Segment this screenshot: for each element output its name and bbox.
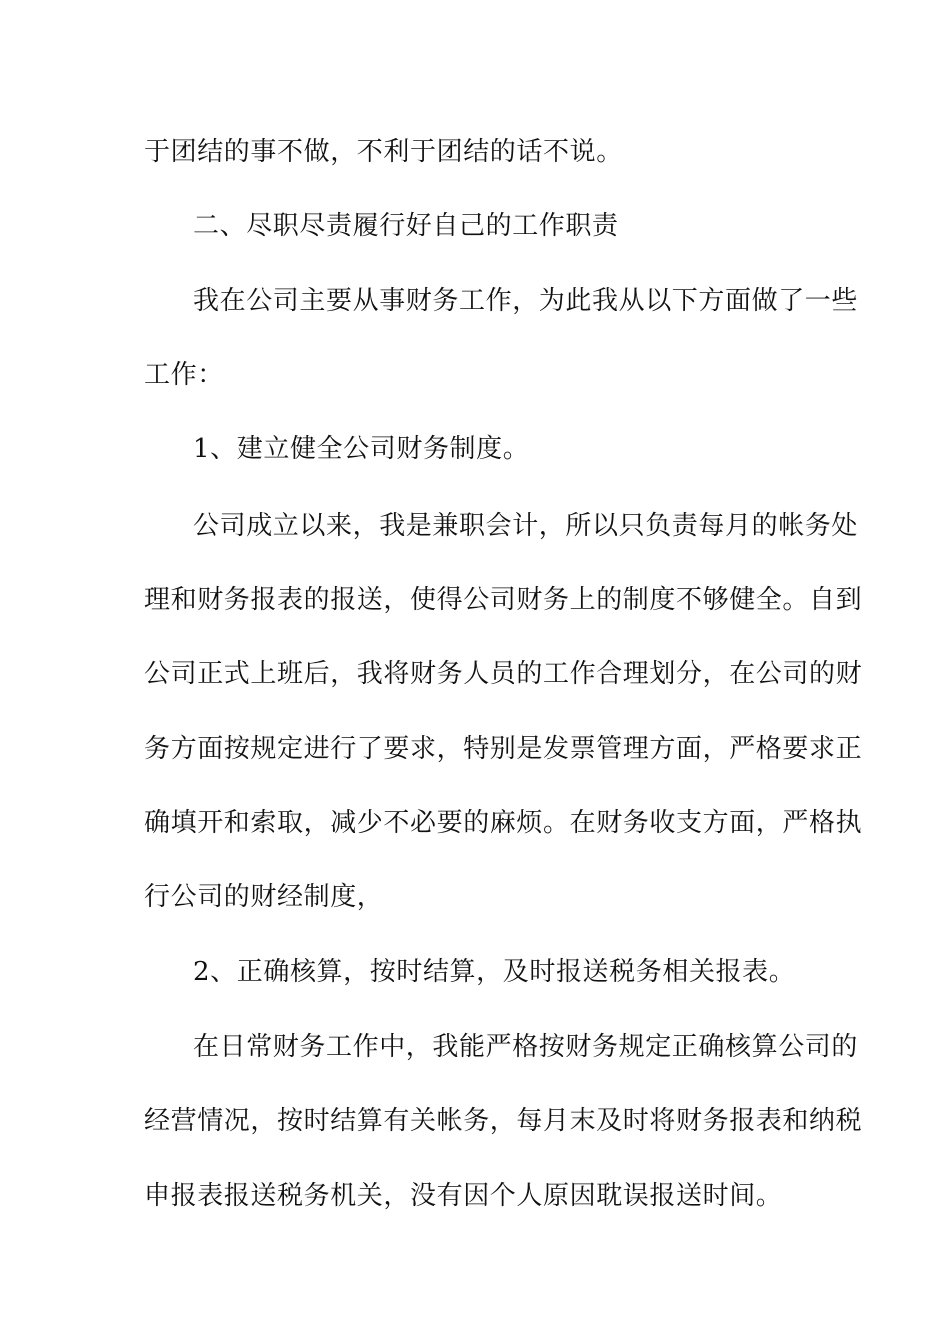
paragraph-line: 公司正式上班后，我将财务人员的工作合理划分，在公司的财 [144,659,863,689]
paragraph-line: 申报表报送税务机关，没有因个人原因耽误报送时间。 [144,1181,783,1211]
paragraph-line: 在日常财务工作中，我能严格按财务规定正确核算公司的 [193,1032,859,1062]
subsection-heading: 1、建立健全公司财务制度。 [193,434,530,464]
subsection-heading: 2、正确核算，按时结算，及时报送税务相关报表。 [193,957,796,987]
paragraph-line: 经营情况，按时结算有关帐务，每月末及时将财务报表和纳税 [144,1106,863,1136]
paragraph-line: 务方面按规定进行了要求，特别是发票管理方面，严格要求正 [144,734,863,764]
paragraph-line: 工作： [144,360,224,390]
section-heading: 二、尽职尽责履行好自己的工作职责 [193,211,619,241]
paragraph-line: 理和财务报表的报送，使得公司财务上的制度不够健全。自到 [144,585,863,615]
paragraph-line: 公司成立以来，我是兼职会计，所以只负责每月的帐务处 [193,511,859,541]
paragraph-line: 行公司的财经制度， [144,882,384,912]
paragraph-line: 确填开和索取，减少不必要的麻烦。在财务收支方面，严格执 [144,808,863,838]
paragraph-line: 于团结的事不做，不利于团结的话不说。 [144,137,623,167]
paragraph-line: 我在公司主要从事财务工作，为此我从以下方面做了一些 [193,286,859,316]
